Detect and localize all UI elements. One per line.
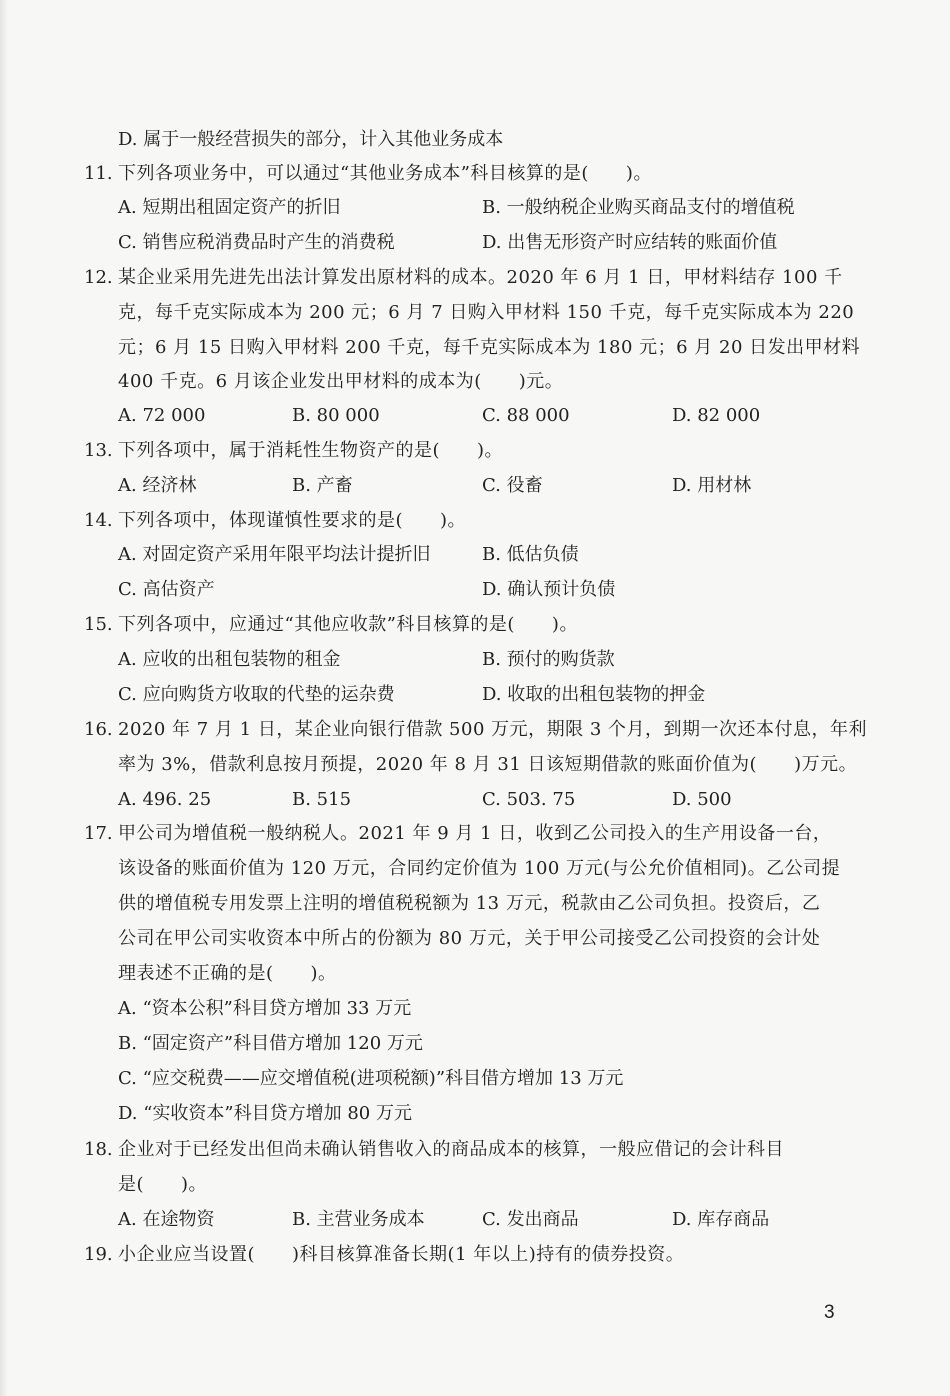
q19-stem: 小企业应当设置( )科目核算准备长期(1 年以上)持有的债券投资。 [118,1244,685,1265]
q15-stem: 下列各项中，应通过“其他应收款”科目核算的是( )。 [118,614,578,635]
q17-stem-line: 甲公司为增值税一般纳税人。2021 年 9 月 1 日，收到乙公司投入的生产用设备一台， [118,823,832,844]
q12-option-d: D. 82 000 [672,405,761,426]
q18-stem-line: 企业对于已经发出但尚未确认销售收入的商品成本的核算，一般应借记的会计科目 [118,1139,784,1160]
q11-stem: 下列各项业务中，可以通过“其他业务成本”科目核算的是( )。 [118,163,652,184]
q15-option-d: D. 收取的出租包装物的押金 [482,684,706,705]
q12-stem-line: 某企业采用先进先出法计算发出原材料的成本。2020 年 6 月 1 日，甲材料结存 100 千 [118,267,843,288]
q18-option-c: C. 发出商品 [482,1209,579,1230]
q15-option-a: A. 应收的出租包装物的租金 [118,649,341,670]
q13-number: 13. [84,440,113,461]
q14-number: 14. [84,510,113,531]
q19-number: 19. [84,1244,113,1265]
q12-stem-line: 元；6 月 15 日购入甲材料 200 千克，每千克实际成本为 180 元；6 月 20 日发出甲材料 [118,337,861,358]
q15-number: 15. [84,614,113,635]
q14-option-d: D. 确认预计负债 [482,579,616,600]
q16-option-b: B. 515 [292,789,352,810]
q15-option-b: B. 预付的购货款 [482,649,615,670]
q13-option-d: D. 用材林 [672,475,752,496]
q13-option-c: C. 役畜 [482,475,543,496]
q14-option-a: A. 对固定资产采用年限平均法计提折旧 [118,544,431,565]
q15-option-c: C. 应向购货方收取的代垫的运杂费 [118,684,395,705]
q13-option-b: B. 产畜 [292,475,353,496]
q14-stem: 下列各项中，体现谨慎性要求的是( )。 [118,510,467,531]
q16-number: 16. [84,719,113,740]
q17-option-b: B. “固定资产”科目借方增加 120 万元 [118,1033,423,1054]
page-number: 3 [824,1302,835,1323]
q16-option-c: C. 503. 75 [482,789,576,810]
q12-number: 12. [84,267,113,288]
page-spine-shadow [0,0,8,1396]
q17-stem-line: 该设备的账面价值为 120 万元，合同约定价值为 100 万元(与公允价值相同)。乙公司提 [118,858,841,879]
q18-option-d: D. 库存商品 [672,1209,770,1230]
q11-option-d: D. 出售无形资产时应结转的账面价值 [482,232,778,253]
q14-option-b: B. 低估负债 [482,544,579,565]
q17-stem-line: 理表述不正确的是( )。 [118,963,337,984]
q16-stem-line: 2020 年 7 月 1 日，某企业向银行借款 500 万元，期限 3 个月，到期一次还本付息，年利 [118,719,868,740]
q16-stem-line: 率为 3%，借款利息按月预提，2020 年 8 月 31 日该短期借款的账面价值为( )万元。 [118,754,858,775]
q17-number: 17. [84,823,113,844]
q11-option-b: B. 一般纳税企业购买商品支付的增值税 [482,197,795,218]
q12-stem-line: 克，每千克实际成本为 200 元；6 月 7 日购入甲材料 150 千克，每千克实际成本为 220 [118,302,855,323]
q11-option-c: C. 销售应税消费品时产生的消费税 [118,232,395,253]
q12-option-c: C. 88 000 [482,405,570,426]
q17-stem-line: 公司在甲公司实收资本中所占的份额为 80 万元，关于甲公司接受乙公司投资的会计处 [118,928,821,949]
q16-option-a: A. 496. 25 [118,789,212,810]
q13-stem: 下列各项中，属于消耗性生物资产的是( )。 [118,440,504,461]
q14-option-c: C. 高估资产 [118,579,215,600]
q16-option-d: D. 500 [672,789,732,810]
q17-option-d: D. “实收资本”科目贷方增加 80 万元 [118,1103,412,1124]
q17-stem-line: 供的增值税专用发票上注明的增值税税额为 13 万元，税款由乙公司负担。投资后，乙 [118,893,821,914]
q11-number: 11. [84,163,113,184]
q17-option-c: C. “应交税费——应交增值税(进项税额)”科目借方增加 13 万元 [118,1068,624,1089]
q18-option-b: B. 主营业务成本 [292,1209,425,1230]
q10-option-d: D. 属于一般经营损失的部分，计入其他业务成本 [118,129,504,150]
q18-stem-line: 是( )。 [118,1174,208,1195]
q13-option-a: A. 经济林 [118,475,197,496]
q11-option-a: A. 短期出租固定资产的折旧 [118,197,341,218]
q18-option-a: A. 在途物资 [118,1209,215,1230]
q12-stem-line: 400 千克。6 月该企业发出甲材料的成本为( )元。 [118,371,564,392]
q18-number: 18. [84,1139,113,1160]
q12-option-b: B. 80 000 [292,405,380,426]
q12-option-a: A. 72 000 [118,405,206,426]
q17-option-a: A. “资本公积”科目贷方增加 33 万元 [118,998,412,1019]
